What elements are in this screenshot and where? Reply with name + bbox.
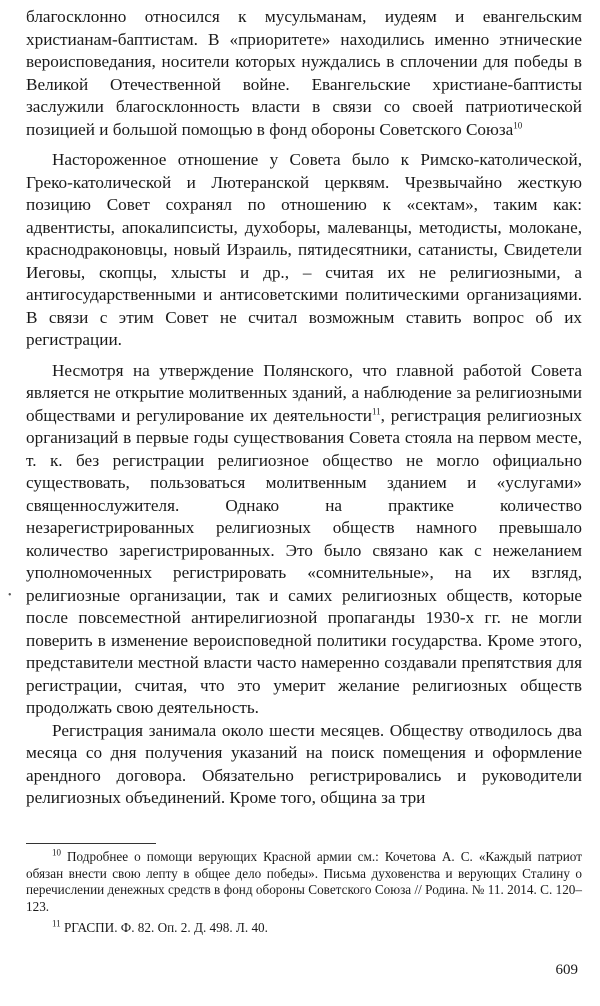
footnote-11 [26, 920, 582, 937]
paragraph-1 [26, 6, 582, 141]
paragraph-2-text: Настороженное отношение у Совета было к Римско-католической, Греко-католической и Лютеранской церквям. Чрезвычайно жесткую позицию Совет сохранял по отношению к «сектам», таким как: адвентисты, апокалипсисты, духоборы, малеванцы, методисты, молокане, краснодраконовцы, новый Израиль, пятидесятники, сатанисты, Свидетели Иеговы, скопцы, хлысты и др., – считая их не религиозными, а антигосударственными и антисоветскими политическими организациями. В связи с этим Совет не считал возможным ставить вопрос об их регистрации. [26, 150, 582, 349]
footnote-ref-11[interactable]: 11 [371, 405, 381, 416]
footnote-number-11: 11 [52, 918, 61, 929]
page-body [26, 6, 582, 810]
footnote-number-10: 10 [52, 847, 61, 858]
footnotes [26, 849, 582, 942]
paragraph-3-text-after: , регистрация религиозных организаций в первые годы существования Совета стояла на первом месте, т. к. без регистрации религиозное общество не могло официально существовать, пользоваться молитвенным зданием и «услугами» священнослужителя. Однако на практике количество незарегистрированных религиозных обществ намного превышало количество зарегистрированных. Это было связано как с нежеланием уполномоченных регистрировать «сомнительные», на их взгляд, религиозные организации, так и самих религиозных обществ, которые после повсеместной антирелигиозной пропаганды 1930-х гг. не могли поверить в изменение вероисповедной политики государства. Кроме этого, представители местной власти часто намеренно создавали препятствия для регистрации, считая, что это умерит желание религиозных обществ продолжать свою деятельность. [26, 405, 583, 717]
footnote-ref-10[interactable]: 10 [513, 119, 523, 130]
paragraph-3 [26, 360, 582, 720]
paragraph-1-text: благосклонно относился к мусульманам, иудеям и евангельским христианам-баптистам. В «приоритете» находились именно этнические вероисповедания, носители которых нуждались в сплочении для победы в Великой Отечественной войне. Евангельские христиане-баптисты заслужили благосклонность власти в связи со своей патриотической позицией и большой помощью в фонд обороны Советского Союза [26, 7, 582, 139]
footnote-10-text: Подробнее о помощи верующих Красной армии см.: Кочетова А. С. «Каждый патриот обязан внести свою лепту в общее дело победы». Письма духовенства и верующих Сталину о перечислении денежных средств в фонд обороны Советского Союза // Родина. № 11. 2014. С. 120–123. [26, 849, 582, 914]
margin-mark: • [8, 590, 12, 601]
footnote-11-text: РГАСПИ. Ф. 82. Оп. 2. Д. 498. Л. 40. [63, 920, 268, 935]
footnote-divider [26, 843, 156, 844]
paragraph-3-text-before: Несмотря на утверждение Полянского, что главной работой Совета является не открытие молитвенных зданий, а наблюдение за религиозными обществами и регулирование их деятельности [26, 360, 582, 425]
footnote-10 [26, 849, 582, 915]
paragraph-2 [26, 149, 582, 352]
page-number: 609 [555, 962, 578, 978]
paragraph-4 [26, 720, 582, 810]
paragraph-4-text: Регистрация занимала около шести месяцев. Обществу отводилось два месяца со дня получения указаний на поиск помещения и оформление арендного договора. Обязательно регистрировались и руководители религиозных объединений. Кроме того, община за три [26, 720, 582, 807]
